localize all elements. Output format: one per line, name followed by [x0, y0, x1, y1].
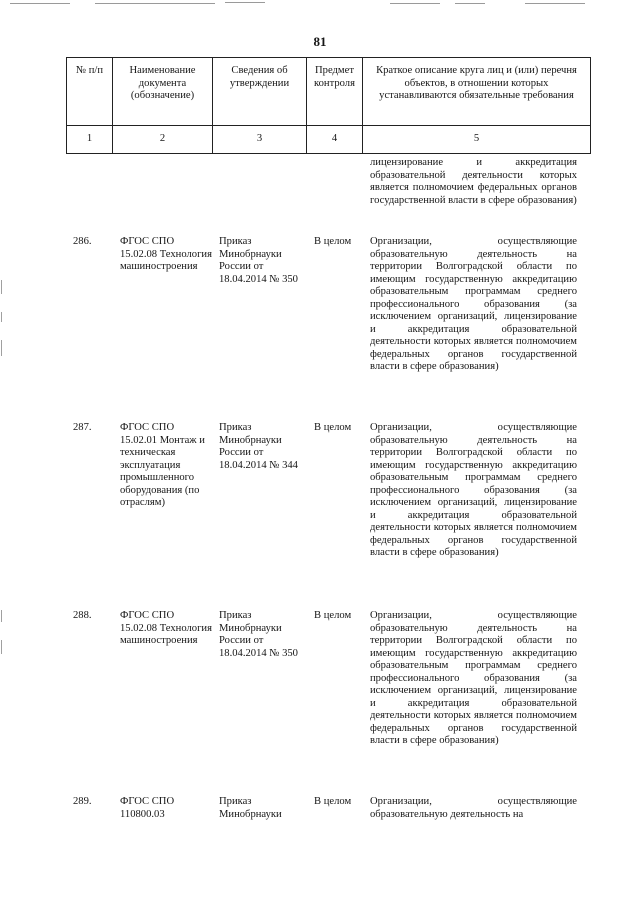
row-number: 288.	[73, 610, 92, 621]
description: Организации, осуществляющие образовательную деятельность на территории Волгоградской области по имеющим государственную аккредитацию образовательным программам среднего профессионального образования (за исключением организаций, лицензирование и аккредитация образовательной деятельности которых является полномочием федеральных органов государственной власти в сфере образования)	[370, 236, 577, 372]
description: Организации, осуществляющие образовательную деятельность на территории Волгоградской области по имеющим государственную аккредитацию образовательным программам среднего профессионального образования (за исключением организаций, лицензирование и аккредитация образовательной деятельности которых является полномочием федеральных органов государственной власти в сфере образования)	[370, 422, 577, 558]
table-header-row	[66, 57, 591, 126]
row-number: 286.	[73, 236, 92, 247]
column-numbers-row	[66, 126, 591, 154]
header-control-subject: Предмет контроля	[306, 58, 362, 125]
document-name: ФГОС СПО 15.02.01 Монтаж и техническая эксплуатация промышленного оборудования (по отраслям)	[120, 422, 205, 508]
description: Организации, осуществляющие образовательную деятельность на	[370, 796, 577, 820]
column-number: 3	[212, 126, 306, 153]
column-number: 2	[112, 126, 212, 153]
control-subject: В целом	[314, 236, 352, 247]
document-name: ФГОС СПО 15.02.08 Технология машиностроения	[120, 236, 212, 272]
scan-artifact-left	[1, 280, 3, 374]
requirements-table	[66, 57, 591, 154]
header-description: Краткое описание круга лиц и (или) перечня объектов, в отношении которых устанавливаются обязательные требования	[362, 58, 591, 125]
control-subject: В целом	[314, 610, 352, 621]
column-number: 1	[66, 126, 112, 153]
row-number: 289.	[73, 796, 92, 807]
approval-info: Приказ Минобрнауки России от 18.04.2014 № 344	[219, 422, 298, 471]
approval-info: Приказ Минобрнауки	[219, 796, 282, 820]
header-document-name: Наименование документа (обозначение)	[112, 58, 212, 125]
document-name: ФГОС СПО 15.02.08 Технология машиностроения	[120, 610, 212, 646]
header-number: № п/п	[66, 58, 112, 125]
document-name: ФГОС СПО 110800.03	[120, 796, 175, 820]
approval-info: Приказ Минобрнауки России от 18.04.2014 № 350	[219, 236, 298, 285]
row-number: 287.	[73, 422, 92, 433]
column-number: 5	[362, 126, 591, 153]
approval-info: Приказ Минобрнауки России от 18.04.2014 № 350	[219, 610, 298, 659]
header-approval-info: Сведения об утверждении	[212, 58, 306, 125]
control-subject: В целом	[314, 422, 352, 433]
continued-description: лицензирование и аккредитация образовательной деятельности которых является полномочием федеральных органов государственной власти в сфере образования)	[370, 157, 577, 206]
control-subject: В целом	[314, 796, 352, 807]
scan-artifact-left-lower	[1, 610, 3, 672]
description: Организации, осуществляющие образовательную деятельность на территории Волгоградской области по имеющим государственную аккредитацию образовательным программам среднего профессионального образования (за исключением организаций, лицензирование и аккредитация образовательной деятельности которых является полномочием федеральных органов государственной власти в сфере образования)	[370, 610, 577, 746]
page-number: 81	[313, 34, 327, 49]
column-number: 4	[306, 126, 362, 153]
scan-artifact-top	[0, 2, 640, 6]
